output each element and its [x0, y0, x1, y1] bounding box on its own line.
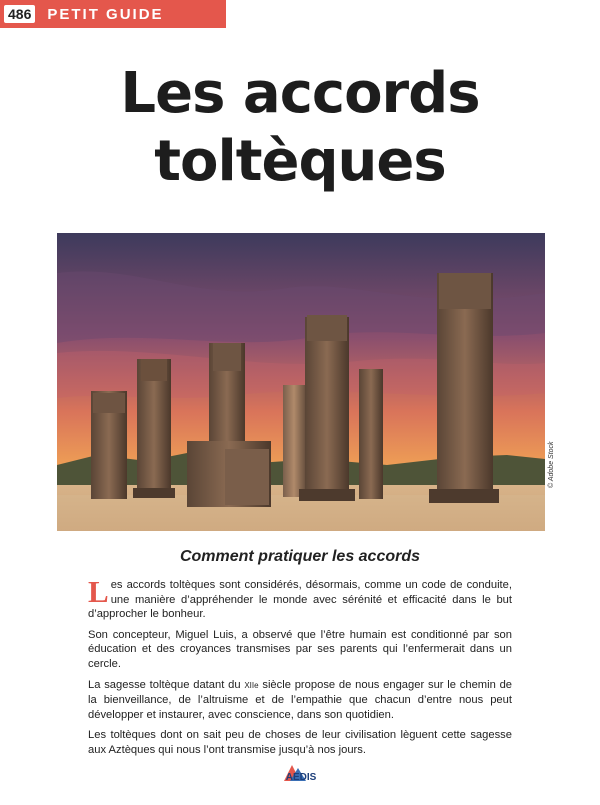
paragraph-2: Son concepteur, Miguel Luis, a observé que l’être humain est conditionné par son éducation et des croyances transmises par ses parents qui l’enfermerait dans un cercle.: [88, 628, 512, 670]
series-name: PETIT GUIDE: [47, 5, 164, 23]
publisher-logo: [280, 762, 322, 784]
image-credit: © Adobe Stock: [548, 441, 555, 488]
subtitle: Comment pratiquer les accords: [179, 548, 421, 565]
paragraph-3-before: La sagesse toltèque datant du: [88, 678, 241, 691]
title-line-2: toltèques: [154, 129, 446, 194]
publisher-logo-text: AEDIS: [285, 772, 317, 783]
series-band: [0, 0, 226, 28]
paragraph-4: Les toltèques dont on sait peu de choses de leur civilisation lèguent cette sagesse aux Aztèques qui nous l’ont transmise jusqu’à nos jours.: [88, 729, 512, 756]
paragraph-3: [88, 678, 512, 723]
paragraph-3-after: siècle propose de nous engager sur le chemin de la bienveillance, de l’altruisme et de l’empathie que chacun d’entre nous peut développer et instaurer, avec conscience, dans son quotidien.: [88, 678, 513, 721]
paragraph-1: [88, 574, 512, 622]
drop-cap: L: [88, 574, 109, 609]
page-title: [0, 60, 600, 196]
body-text: [88, 574, 513, 764]
cover-photo-atlantes: [57, 233, 545, 531]
title-line-1: Les accords: [120, 61, 480, 126]
paragraph-1-text: es accords toltèques sont considérés, désormais, comme un code de conduite, une manière d’appréhender le monde avec sérénité et efficacité dans le but d’approcher le bonheur.: [88, 579, 512, 621]
century-numeral: XIIe: [244, 680, 259, 690]
series-number: 486: [4, 5, 35, 23]
